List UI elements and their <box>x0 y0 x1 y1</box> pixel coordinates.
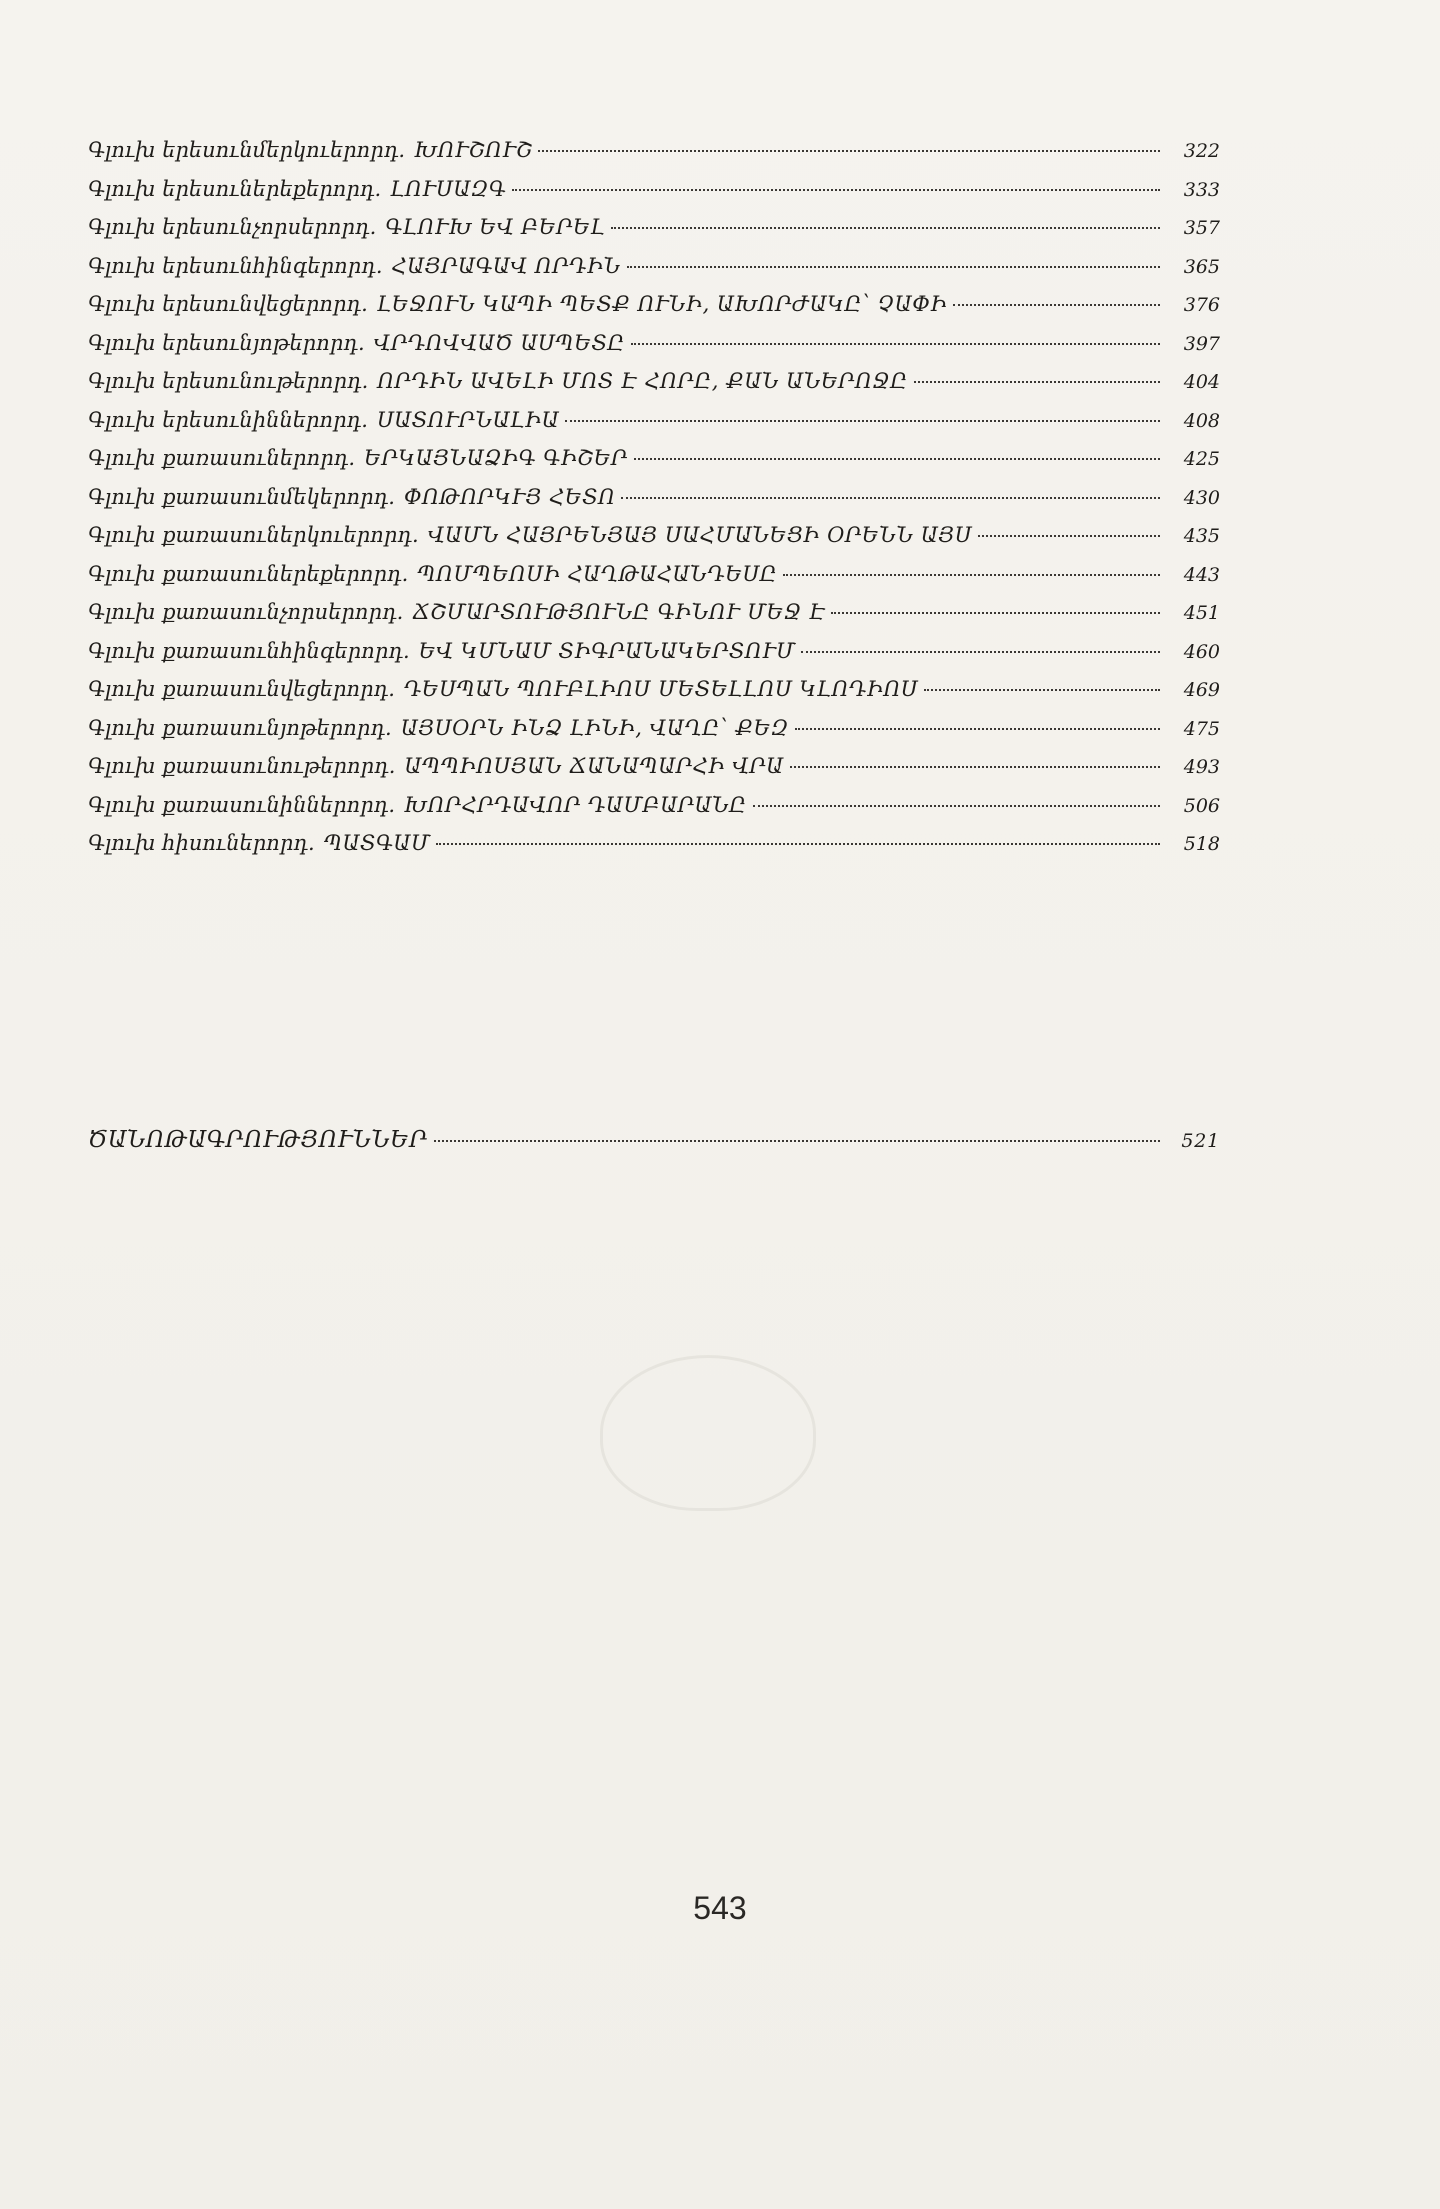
toc-entry <box>88 600 1220 639</box>
toc-chapter-label: Գլուխ հիսուներորդ. <box>88 831 315 855</box>
toc-notes-title: ԾԱՆՈԹԱԳՐՈՒԹՅՈՒՆՆԵՐ <box>88 1127 428 1153</box>
toc-chapter-title: ՎՐԴՈՎՎԱԾ ԱՍՊԵՏԸ <box>373 330 625 355</box>
toc-page-number: 404 <box>1183 371 1220 393</box>
toc-entry <box>88 562 1220 601</box>
toc-entry <box>88 446 1220 485</box>
toc-page-number: 408 <box>1183 409 1220 432</box>
toc-chapter-title: ՊՈՄՊԵՈՍԻ ՀԱՂԹԱՀԱՆԴԵՍԸ <box>417 561 778 586</box>
toc-entry <box>88 138 1220 177</box>
toc-chapter-title: ԵՐԿԱՅՆԱՁԻԳ ԳԻՇԵՐ <box>364 446 628 470</box>
toc-chapter-title: ԽՈՐՀՐԴԱՎՈՐ ԴԱՄԲԱՐԱՆԸ <box>404 792 747 817</box>
toc-leader-dots <box>924 689 1160 691</box>
toc-chapter-label: Գլուխ երեսունվեցերորդ. <box>88 292 368 316</box>
toc-leader-dots <box>436 843 1160 845</box>
toc-page-number: 506 <box>1183 794 1220 817</box>
toc-entry <box>88 408 1220 447</box>
toc-chapter-label: Գլուխ քառասուներկուերորդ. <box>88 523 419 547</box>
toc-leader-dots <box>790 766 1160 768</box>
toc-page-number: 430 <box>1183 486 1220 509</box>
toc-entry <box>88 754 1220 793</box>
toc-chapter-title: ՓՈԹՈՐԿՒՅ ՀԵՏՈ <box>403 484 616 509</box>
toc-page-number: 451 <box>1183 602 1220 624</box>
toc-chapter-title: ՈՐԴԻՆ ԱՎԵԼԻ ՄՈՏ Է ՀՈՐԸ, ՔԱՆ ԱՆԵՐՈՋԸ <box>377 369 908 393</box>
toc-page-number: 333 <box>1183 178 1220 201</box>
toc-notes-page: 521 <box>1181 1130 1220 1152</box>
toc-entry <box>88 215 1220 254</box>
toc-leader-dots <box>783 574 1160 576</box>
toc-entry <box>88 831 1220 870</box>
toc-leader-dots <box>434 1140 1160 1142</box>
toc-leader-dots <box>795 728 1160 730</box>
toc-chapter-label: Գլուխ քառասունհինգերորդ. <box>88 638 410 663</box>
toc-leader-dots <box>753 805 1160 807</box>
toc-chapter-title: ԳԼՈՒԽ ԵՎ ԲԵՐԵԼ <box>385 215 606 239</box>
toc-page-number: 460 <box>1183 640 1220 663</box>
toc-entry <box>88 292 1220 331</box>
toc-leader-dots <box>611 227 1160 229</box>
toc-chapter-label: Գլուխ քառասուներեքերորդ. <box>88 561 409 586</box>
toc-leader-dots <box>512 189 1160 191</box>
toc-page-number: 475 <box>1183 717 1220 740</box>
toc-chapter-label: Գլուխ քառասունվեցերորդ. <box>88 677 395 701</box>
toc-page-number: 357 <box>1183 217 1220 239</box>
toc-chapter-title: ՊԱՏԳԱՄ <box>323 831 431 855</box>
toc-chapter-label: Գլուխ քառասուներորդ. <box>88 446 356 470</box>
toc-chapter-label: Գլուխ քառասունութերորդ. <box>88 754 396 778</box>
toc-page-number: 518 <box>1183 833 1220 855</box>
toc-chapter-title: ԱՊՊԻՈՍՅԱՆ ՃԱՆԱՊԱՐՀԻ ՎՐԱ <box>404 754 784 778</box>
toc-leader-dots <box>627 266 1160 268</box>
toc-entry <box>88 793 1220 832</box>
toc-chapter-label: Գլուխ երեսունհինգերորդ. <box>88 253 383 278</box>
toc-entry <box>88 254 1220 293</box>
toc-page-number: 425 <box>1183 448 1220 470</box>
toc-entry <box>88 677 1220 716</box>
page-number: 543 <box>693 1890 747 1926</box>
table-of-contents <box>88 138 1220 870</box>
toc-page-number: 397 <box>1183 332 1220 355</box>
toc-page-number: 469 <box>1183 679 1220 701</box>
toc-page-number: 322 <box>1183 140 1220 162</box>
toc-chapter-label: Գլուխ երեսունմերկուերորդ. <box>88 138 406 162</box>
toc-leader-dots <box>565 420 1160 422</box>
toc-chapter-title: ԽՈՒՇՈՒՇ <box>414 138 533 162</box>
toc-leader-dots <box>634 458 1160 460</box>
toc-page-number: 493 <box>1183 756 1220 778</box>
toc-chapter-title: ՎԱՄՆ ՀԱՅՐԵՆՅԱՅ ՍԱՀՄԱՆԵՑԻ ՕՐԵՆՆ ԱՅՍ <box>427 523 973 547</box>
toc-page-number: 376 <box>1183 294 1220 316</box>
toc-leader-dots <box>914 381 1160 383</box>
toc-chapter-title: ՃՇՄԱՐՏՈՒԹՅՈՒՆԸ ԳԻՆՈՒ ՄԵՋ Է <box>412 600 826 624</box>
toc-chapter-title: ԴԵՍՊԱՆ ՊՈՒԲԼԻՈՍ ՄԵՏԵԼԼՈՍ ԿԼՈԴԻՈՍ <box>403 677 919 701</box>
toc-chapter-label: Գլուխ երեսունյոթերորդ. <box>88 330 365 355</box>
toc-entry <box>88 369 1220 408</box>
toc-page-number: 365 <box>1183 255 1220 278</box>
toc-entry <box>88 485 1220 524</box>
toc-leader-dots <box>953 304 1160 306</box>
toc-leader-dots <box>631 343 1160 345</box>
toc-chapter-title: ՍԱՏՈՒՐՆԱԼԻԱ <box>376 407 560 432</box>
toc-notes-entry <box>88 1127 1220 1153</box>
toc-entry <box>88 716 1220 755</box>
toc-chapter-label: Գլուխ քառասունմեկերորդ. <box>88 484 395 509</box>
toc-leader-dots <box>621 497 1160 499</box>
toc-leader-dots <box>538 150 1160 152</box>
toc-chapter-label: Գլուխ երեսունչորսերորդ. <box>88 215 377 239</box>
toc-leader-dots <box>801 651 1160 653</box>
toc-entry <box>88 639 1220 678</box>
toc-leader-dots <box>978 535 1160 537</box>
toc-chapter-label: Գլուխ երեսուներեքերորդ. <box>88 176 382 201</box>
toc-chapter-title: ԼՈՒՍԱԶԳ <box>390 176 507 201</box>
toc-entry <box>88 177 1220 216</box>
toc-entry <box>88 523 1220 562</box>
toc-leader-dots <box>831 612 1160 614</box>
toc-chapter-title: ՀԱՅՐԱԳԱՎ ՈՐԴԻՆ <box>391 253 621 278</box>
toc-chapter-label: Գլուխ քառասունիններորդ. <box>88 792 396 817</box>
toc-chapter-label: Գլուխ երեսունիններորդ. <box>88 407 368 432</box>
toc-chapter-title: ԵՎ ԿՄՆԱՄ ՏԻԳՐԱՆԱԿԵՐՏՈՒՄ <box>418 638 796 663</box>
toc-page-number: 443 <box>1183 563 1220 586</box>
toc-chapter-title: ԱՅՍՕՐՆ ԻՆՁ ԼԻՆԻ, ՎԱՂԸ՝ ՔԵԶ <box>400 715 789 740</box>
bleed-through-seal <box>600 1355 816 1511</box>
toc-chapter-label: Գլուխ քառասունյոթերորդ. <box>88 715 392 740</box>
toc-chapter-title: ԼԵՋՈՒՆ ԿԱՊԻ ՊԵՏՔ ՈՒՆԻ, ԱԽՈՐԺԱԿԸ՝ ՉԱՓԻ <box>376 292 948 316</box>
toc-chapter-label: Գլուխ քառասունչորսերորդ. <box>88 600 404 624</box>
toc-entry <box>88 331 1220 370</box>
toc-chapter-label: Գլուխ երեսունութերորդ. <box>88 369 369 393</box>
toc-page-number: 435 <box>1183 525 1220 547</box>
